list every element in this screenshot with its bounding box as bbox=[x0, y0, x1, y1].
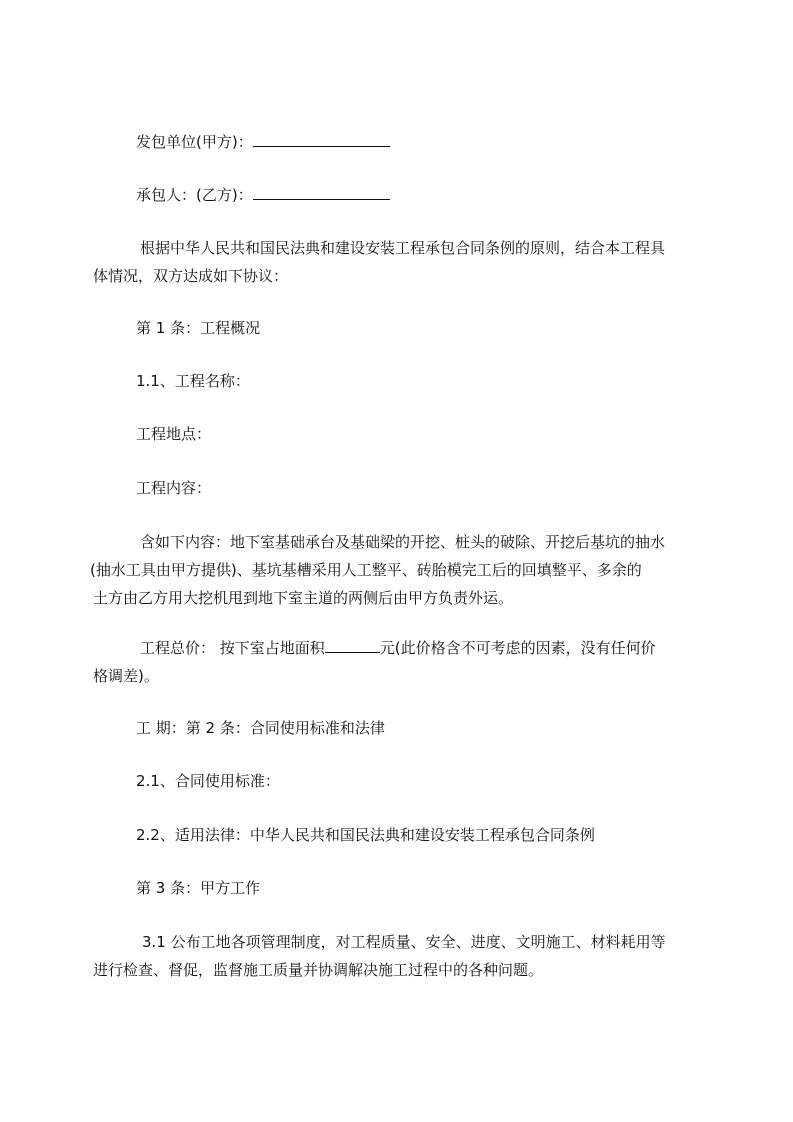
content-detail-line-1: 含如下内容：地下室基础承台及基础梁的开挖、桩头的破除、开挖后基坑的抽水 bbox=[140, 533, 666, 551]
content-detail-paragraph bbox=[90, 528, 666, 612]
period-article-2-heading bbox=[136, 714, 385, 742]
article-3-heading bbox=[136, 874, 260, 902]
total-price-line-1 bbox=[136, 634, 656, 662]
item-2-1 bbox=[136, 767, 280, 795]
party-b-label: 承包人：(乙方)： bbox=[136, 186, 253, 204]
total-price-blank bbox=[325, 636, 380, 653]
item-3-1-line-1: 3.1 公布工地各项管理制度，对工程质量、安全、进度、文明施工、材料耗用等 bbox=[142, 933, 666, 951]
intro-line-2: 体情况，双方达成如下协议： bbox=[93, 267, 289, 285]
party-a-label: 发包单位(甲方)： bbox=[136, 133, 253, 151]
intro-paragraph bbox=[93, 234, 666, 290]
item-2-1-text: 2.1、合同使用标准： bbox=[136, 772, 280, 790]
item-3-1-paragraph bbox=[93, 928, 666, 984]
intro-line-1: 根据中华人民共和国民法典和建设安装工程承包合同条例的原则，结合本工程具 bbox=[140, 239, 666, 257]
article-3-heading-text: 第 3 条：甲方工作 bbox=[136, 879, 261, 897]
party-a-line bbox=[136, 128, 390, 156]
content-detail-line-2: (抽水工具由甲方提供)、基坑基槽采用人工整平、砖胎模完工后的回填整平、多余的 bbox=[90, 561, 642, 579]
project-location bbox=[136, 420, 211, 448]
total-price-paragraph bbox=[93, 634, 656, 690]
total-price-suffix: 元(此价格含不可考虑的因素，没有任何价 bbox=[379, 639, 656, 657]
item-3-1-line-2: 进行检查、督促，监督施工质量并协调解决施工过程中的各种问题。 bbox=[93, 961, 544, 979]
article-1-heading bbox=[136, 314, 260, 342]
total-price-line-2: 格调差)。 bbox=[93, 667, 159, 685]
total-price-prefix: 工程总价： 按下室占地面积 bbox=[140, 639, 325, 657]
project-location-text: 工程地点： bbox=[136, 425, 212, 443]
item-2-2-text: 2.2、适用法律：中华人民共和国民法典和建设安装工程承包合同条例 bbox=[136, 826, 595, 844]
party-b-blank bbox=[253, 181, 390, 200]
item-1-1 bbox=[136, 367, 250, 395]
project-content-text: 工程内容： bbox=[136, 479, 212, 497]
article-1-heading-text: 第 1 条：工程概况 bbox=[136, 319, 261, 337]
period-article-2-text: 工 期：第 2 条：合同使用标准和法律 bbox=[136, 719, 385, 737]
party-b-line bbox=[136, 181, 390, 209]
content-detail-line-3: 土方由乙方用大挖机甩到地下室主道的两侧后由甲方负责外运。 bbox=[93, 589, 514, 607]
item-2-2 bbox=[136, 821, 595, 849]
party-a-blank bbox=[253, 128, 390, 147]
item-1-1-text: 1.1、工程名称： bbox=[136, 372, 250, 390]
project-content bbox=[136, 474, 211, 502]
